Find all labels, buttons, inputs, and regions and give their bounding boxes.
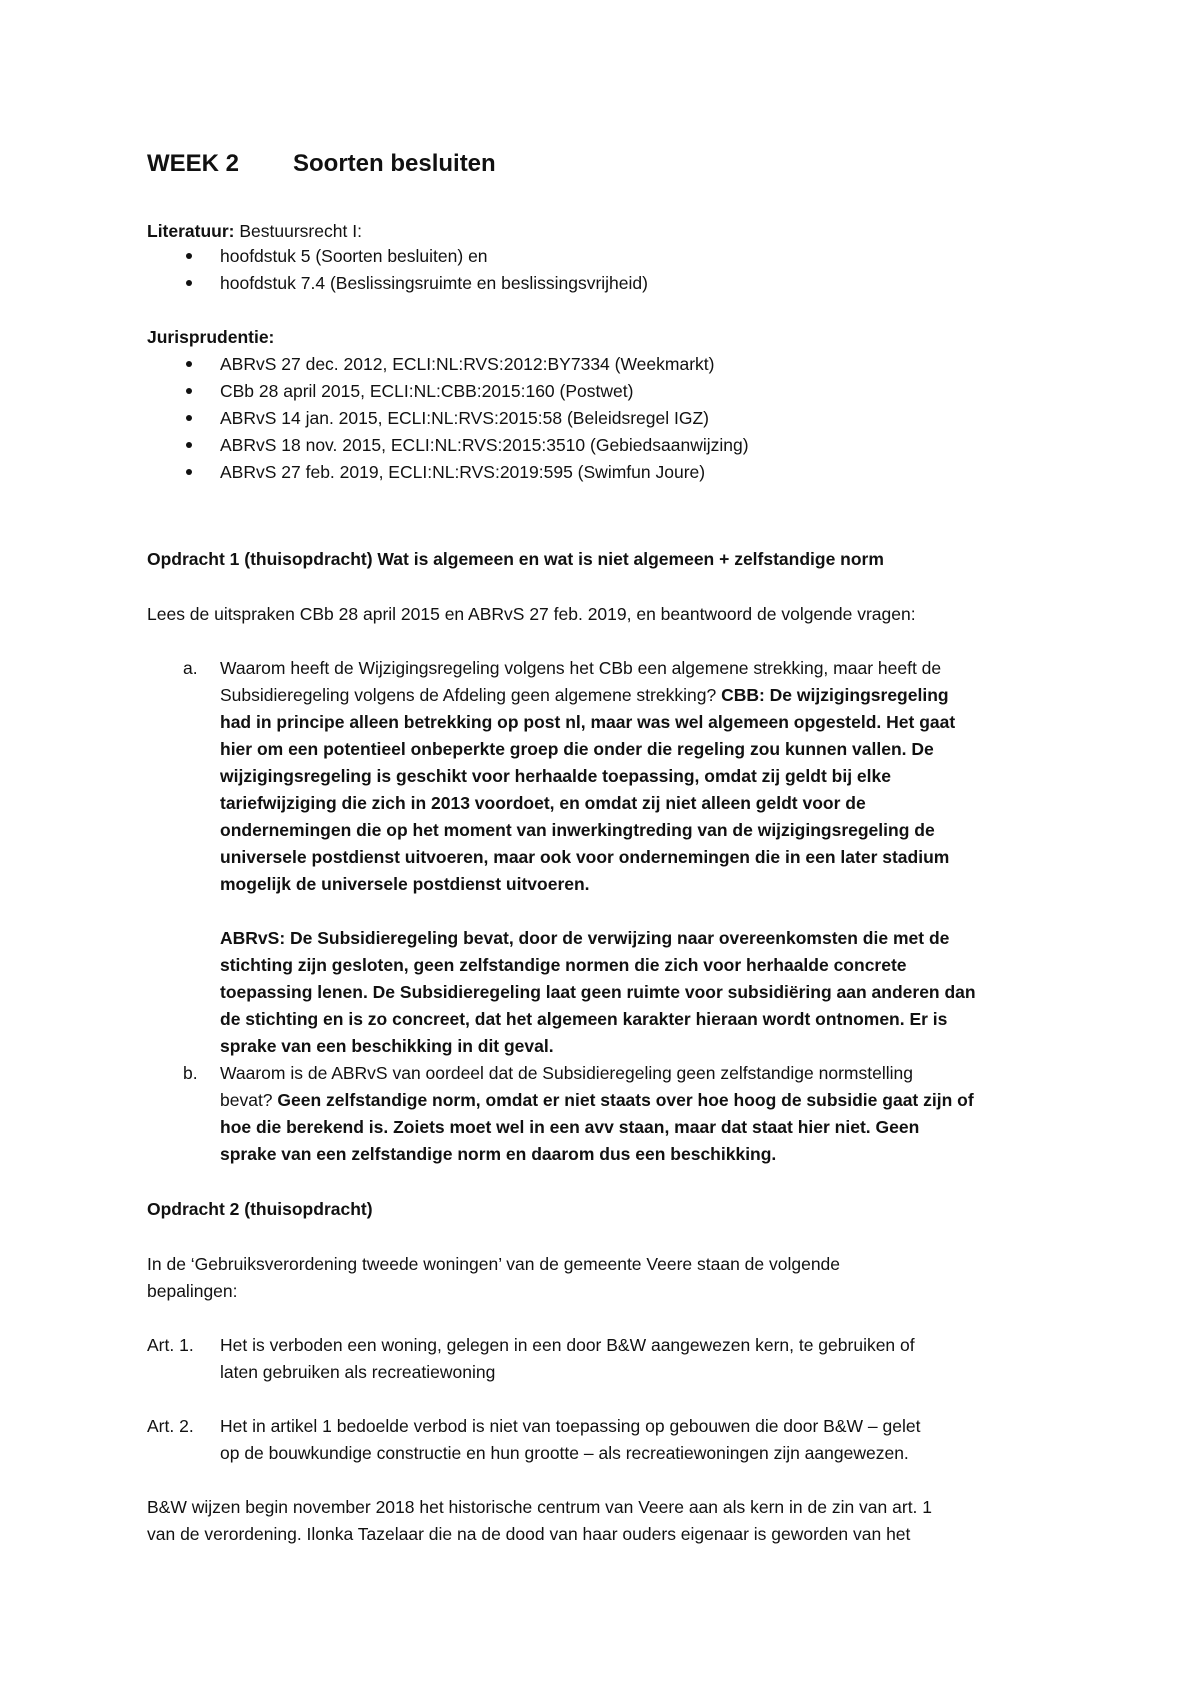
answer-a-line: had in principe alleen betrekking op post nl, maar was wel algemeen opgesteld. Het gaat <box>220 712 956 732</box>
jurisprudence-item: ABRvS 27 dec. 2012, ECLI:NL:RVS:2012:BY7334 (Weekmarkt) <box>220 354 715 374</box>
assignment2-heading: Opdracht 2 (thuisopdracht) <box>147 1199 373 1219</box>
question-b-marker: b. <box>183 1063 198 1083</box>
answer-abrvs-line: de stichting en is zo concreet, dat het algemeen karakter hieraan wordt ontnomen. Er is <box>220 1009 948 1029</box>
literature-source: Bestuursrecht I: <box>239 221 362 241</box>
literature-item: hoofdstuk 5 (Soorten besluiten) en <box>220 246 488 266</box>
article-2-line: op de bouwkundige constructie en hun grootte – als recreatiewoningen zijn aangewezen. <box>220 1443 909 1463</box>
answer-abrvs-line: toepassing lenen. De Subsidieregeling laat geen ruimte voor subsidiëring aan anderen dan <box>220 982 976 1002</box>
bullet-icon <box>186 442 192 448</box>
jurisprudence-item: CBb 28 april 2015, ECLI:NL:CBB:2015:160 (Postwet) <box>220 381 634 401</box>
jurisprudence-label: Jurisprudentie: <box>147 327 275 347</box>
answer-a-line: universele postdienst uitvoeren, maar ook voor ondernemingen die in een later stadium <box>220 847 950 867</box>
week-label: WEEK 2 <box>147 150 240 177</box>
question-a-line: Subsidieregeling volgens de Afdeling geen algemene strekking? CBB: De wijzigingsregeling <box>220 685 949 705</box>
answer-a-line: hier om een potentieel onbeperkte groep die onder die regeling zou kunnen vallen. De <box>220 739 934 759</box>
answer-a-line: tariefwijziging die zich in 2013 voordoet, en omdat zij niet alleen geldt voor de <box>220 793 866 813</box>
literature-line <box>147 219 362 243</box>
article-2-line: Het in artikel 1 bedoelde verbod is niet van toepassing op gebouwen die door B&W – gelet <box>220 1416 921 1436</box>
question-a-line: Waarom heeft de Wijzigingsregeling volgens het CBb een algemene strekking, maar heeft de <box>220 658 942 678</box>
assignment2-intro: In de ‘Gebruiksverordening tweede woningen’ van de gemeente Veere staan de volgende <box>147 1254 841 1274</box>
assignment1-heading: Opdracht 1 (thuisopdracht) Wat is algemeen en wat is niet algemeen + zelfstandige norm <box>147 549 884 569</box>
jurisprudence-item: ABRvS 14 jan. 2015, ECLI:NL:RVS:2015:58 (Beleidsregel IGZ) <box>220 408 709 428</box>
question-a-marker: a. <box>183 658 198 678</box>
assignment1-intro: Lees de uitspraken CBb 28 april 2015 en ABRvS 27 feb. 2019, en beantwoord de volgende vragen: <box>147 604 916 624</box>
bullet-icon <box>186 253 192 259</box>
closing-line: B&W wijzen begin november 2018 het historische centrum van Veere aan als kern in de zin van art. 1 <box>147 1497 933 1517</box>
literature-item: hoofdstuk 7.4 (Beslissingsruimte en beslissingsvrijheid) <box>220 273 648 293</box>
article-1-line: Het is verboden een woning, gelegen in een door B&W aangewezen kern, te gebruiken of <box>220 1335 915 1355</box>
closing-line: van de verordening. Ilonka Tazelaar die na de dood van haar ouders eigenaar is geworden van het <box>147 1524 911 1544</box>
question-b-line: bevat? Geen zelfstandige norm, omdat er niet staats over hoe hoog de subsidie gaat zijn of <box>220 1090 974 1110</box>
answer-a-line: wijzigingsregeling is geschikt voor herhaalde toepassing, omdat zij geldt bij elke <box>220 766 891 786</box>
literature-label: Literatuur: <box>147 221 235 241</box>
answer-a-line: ondernemingen die op het moment van inwerkingtreding van de wijzigingsregeling de <box>220 820 935 840</box>
article-1-line: laten gebruiken als recreatiewoning <box>220 1362 496 1382</box>
answer-b-line: hoe die berekend is. Zoiets moet wel in een avv staan, maar dat staat hier niet. Geen <box>220 1117 920 1137</box>
answer-abrvs-line: ABRvS: De Subsidieregeling bevat, door de verwijzing naar overeenkomsten die met de <box>220 928 950 948</box>
question-b-line: Waarom is de ABRvS van oordeel dat de Subsidieregeling geen zelfstandige normstelling <box>220 1063 913 1083</box>
jurisprudence-item: ABRvS 18 nov. 2015, ECLI:NL:RVS:2015:3510 (Gebiedsaanwijzing) <box>220 435 749 455</box>
answer-abrvs-line: stichting zijn gesloten, geen zelfstandige normen die zich voor herhaalde concrete <box>220 955 907 975</box>
article-1-label: Art. 1. <box>147 1335 194 1355</box>
assignment2-intro: bepalingen: <box>147 1281 238 1301</box>
article-2-label: Art. 2. <box>147 1416 194 1436</box>
bullet-icon <box>186 415 192 421</box>
answer-b-line: sprake van een zelfstandige norm en daarom dus een beschikking. <box>220 1144 777 1164</box>
bullet-icon <box>186 388 192 394</box>
jurisprudence-item: ABRvS 27 feb. 2019, ECLI:NL:RVS:2019:595 (Swimfun Joure) <box>220 462 706 482</box>
bullet-icon <box>186 280 192 286</box>
answer-a-line: mogelijk de universele postdienst uitvoeren. <box>220 874 590 894</box>
bullet-icon <box>186 361 192 367</box>
bullet-icon <box>186 469 192 475</box>
page-title: Soorten besluiten <box>293 150 496 177</box>
answer-abrvs-line: sprake van een beschikking in dit geval. <box>220 1036 554 1056</box>
